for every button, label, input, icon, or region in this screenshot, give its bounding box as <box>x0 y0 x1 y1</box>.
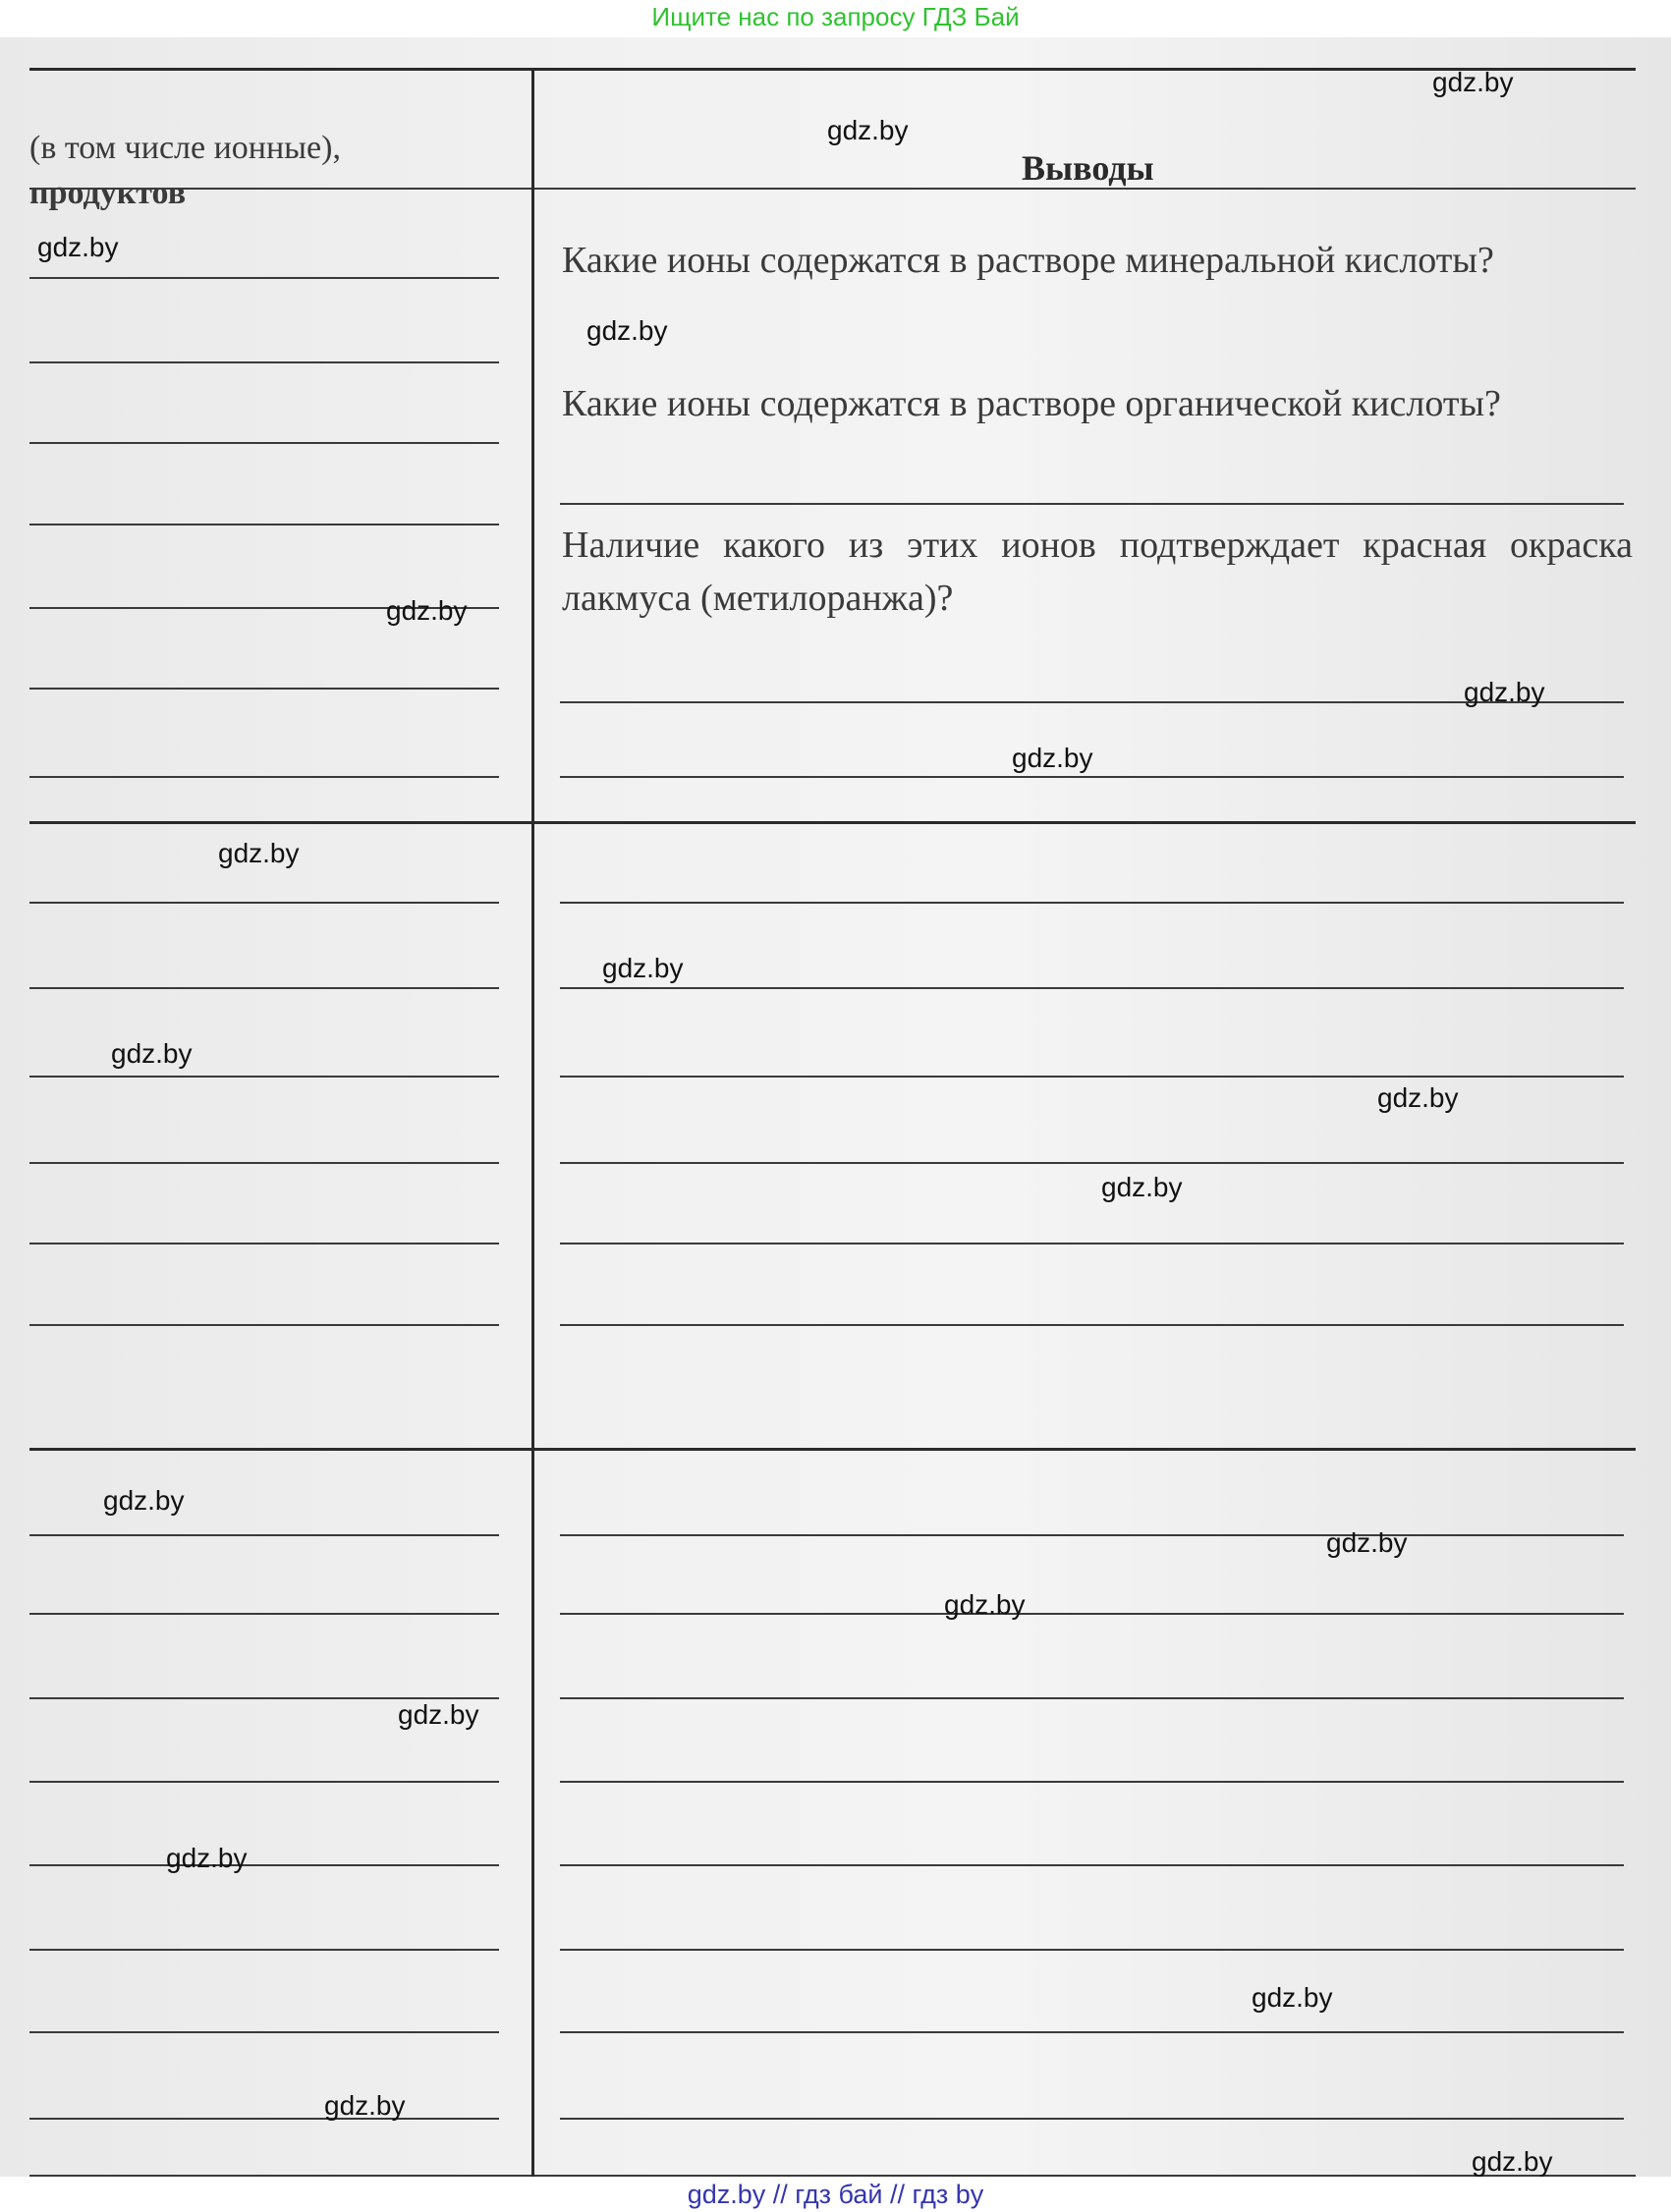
watermark: gdz.by <box>386 595 468 626</box>
watermark: gdz.by <box>218 838 300 868</box>
blank-writing-line <box>29 442 499 444</box>
column-divider <box>531 68 534 2177</box>
watermark: gdz.by <box>1101 1172 1183 1202</box>
blank-writing-line <box>560 1864 1624 1866</box>
blank-writing-line <box>560 1162 1624 1164</box>
blank-writing-line <box>29 524 499 525</box>
watermark: gdz.by <box>1472 2146 1553 2177</box>
watermark: gdz.by <box>944 1589 1026 1620</box>
left-header-line2: продуктов <box>29 175 187 211</box>
question-1: Какие ионы содержатся в растворе минеральной кислоты? <box>562 240 1494 281</box>
blank-writing-line <box>560 1324 1624 1326</box>
watermark: gdz.by <box>111 1038 193 1069</box>
question-3: Наличие какого из этих ионов подтверждает красная окраска лакмуса (метилоранжа)? <box>562 525 1633 619</box>
blank-writing-line <box>560 1613 1624 1615</box>
table-top-border <box>29 68 1636 71</box>
top-banner[interactable]: Ищите нас по запросу ГДЗ Бай <box>651 2 1020 31</box>
worksheet-page <box>0 37 1671 2177</box>
blank-writing-line <box>560 776 1624 778</box>
watermark: gdz.by <box>1464 677 1545 707</box>
blank-writing-line <box>560 503 1624 505</box>
row-separator-1 <box>29 821 1636 824</box>
blank-writing-line <box>29 688 499 690</box>
blank-writing-line <box>29 1243 499 1244</box>
blank-writing-line <box>560 1243 1624 1244</box>
blank-writing-line <box>29 902 499 904</box>
blank-writing-line <box>29 1864 499 1866</box>
question-2: Какие ионы содержатся в растворе органической кислоты? <box>562 383 1501 424</box>
bottom-banner[interactable]: gdz.by // гдз бай // гдз by <box>687 2180 984 2209</box>
blank-writing-line <box>560 2118 1624 2120</box>
watermark: gdz.by <box>166 1843 248 1873</box>
watermark: gdz.by <box>586 315 668 346</box>
blank-writing-line <box>29 277 499 279</box>
left-header-line1: (в том числе ионные), <box>29 130 341 166</box>
blank-writing-line <box>29 1781 499 1783</box>
blank-writing-line <box>560 1076 1624 1078</box>
watermark: gdz.by <box>602 953 684 983</box>
blank-writing-line <box>29 2031 499 2033</box>
left-column-header <box>29 126 521 216</box>
watermark: gdz.by <box>1252 1982 1333 2013</box>
watermark: gdz.by <box>1012 743 1093 773</box>
blank-writing-line <box>560 1697 1624 1699</box>
blank-writing-line <box>29 987 499 989</box>
blank-writing-line <box>29 1613 499 1615</box>
conclusions-header: Выводы <box>1022 148 1154 188</box>
watermark: gdz.by <box>398 1699 479 1730</box>
watermark: gdz.by <box>1432 67 1514 97</box>
blank-writing-line <box>29 1076 499 1078</box>
watermark: gdz.by <box>1377 1082 1459 1113</box>
watermark: gdz.by <box>1326 1527 1408 1558</box>
blank-writing-line <box>560 1781 1624 1783</box>
blank-writing-line <box>560 987 1624 989</box>
blank-writing-line <box>560 1534 1624 1536</box>
blank-writing-line <box>29 1949 499 1951</box>
blank-writing-line <box>29 1162 499 1164</box>
watermark: gdz.by <box>103 1485 185 1516</box>
row-separator-2 <box>29 1448 1636 1451</box>
blank-writing-line <box>560 1949 1624 1951</box>
blank-writing-line <box>29 361 499 363</box>
blank-writing-line <box>560 2031 1624 2033</box>
blank-writing-line <box>29 776 499 778</box>
watermark: gdz.by <box>324 2090 406 2121</box>
blank-writing-line <box>560 902 1624 904</box>
blank-writing-line <box>29 1324 499 1326</box>
blank-writing-line <box>29 1534 499 1536</box>
watermark: gdz.by <box>37 232 119 262</box>
watermark: gdz.by <box>827 115 909 145</box>
blank-writing-line <box>29 2118 499 2120</box>
